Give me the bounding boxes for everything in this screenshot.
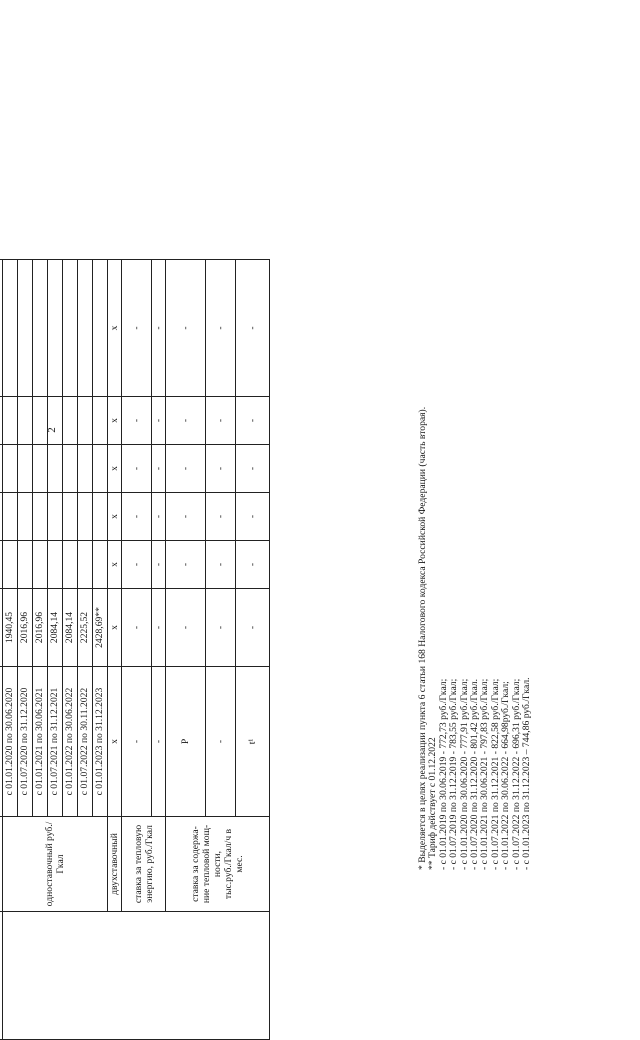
footnote-2: ** Тариф действует с 01.12.2022 [427,737,439,870]
footnote-line: - с 01.07.2019 по 31.12.2019 - 783,55 руб./Гкал; [448,678,460,870]
dash: - [236,396,270,444]
dash: - [152,667,166,817]
water-value: 2016,96 [33,589,48,667]
dash: - [206,259,236,396]
dash: - [122,259,152,396]
energy-rate-label: ставка за тепловую энергию, руб./Гкал [122,817,166,912]
org-name-cell [3,912,270,1040]
footnote-line: - с 01.01.2021 по 30.06.2021 - 797,83 руб./Гкал; [479,678,491,870]
footnote-1: * Выделяется в целях реализации пункта 6 статьи 168 Налогового кодекса Российской Федерации (часть вторая). [417,406,428,870]
period-cell: с 01.01.2023 по 31.12.2023 [93,667,108,817]
footnote-line: - с 01.01.2023 по 31.12.2023 – 744,86 руб./Гкал. [521,677,533,870]
x-mark: х [108,396,122,444]
symbol-t: t¹ [236,667,270,817]
water-value: 2084,14 [48,589,63,667]
page-number: 2 [45,427,58,433]
dash: - [236,589,270,667]
dash: - [122,667,152,817]
water-value: 1940,45 [3,589,18,667]
dash: - [236,259,270,396]
dash: - [206,667,236,817]
dash: - [152,493,166,541]
dash: - [122,589,152,667]
footnote-line: - с 01.01.2019 по 30.06.2019 - 772,73 руб./Гкал; [437,678,449,870]
x-mark: х [108,445,122,493]
period-cell: с 01.07.2021 по 31.12.2021 [48,667,63,817]
water-value: 2428,69** [93,589,108,667]
footnote-line: - с 01.01.2020 по 30.06.2020 - 777,91 руб./Гкал; [458,678,470,870]
dash: - [166,493,206,541]
dash: - [236,541,270,589]
dash: - [152,541,166,589]
x-mark: х [108,493,122,541]
x-mark: х [108,541,122,589]
period-cell: с 01.07.2022 по 30.11.2022 [78,667,93,817]
water-value: 2084,14 [63,589,78,667]
dash: - [206,541,236,589]
dash: - [236,493,270,541]
tariff-table [0,259,270,1040]
dash: - [206,445,236,493]
dash: - [122,493,152,541]
dash: - [166,396,206,444]
dash: - [166,445,206,493]
dash: - [206,493,236,541]
period-cell: с 01.07.2020 по 31.12.2020 [18,667,33,817]
one-part-label: одноставочный руб./Гкал [3,817,108,912]
dash: - [152,259,166,396]
period-cell: с 01.01.2020 по 30.06.2020 [3,667,18,817]
footnote-line: - с 01.07.2021 по 31.12.2021 - 822,58 руб./Гкал; [489,678,501,870]
water-value: 2225,52 [78,589,93,667]
dash: - [152,445,166,493]
symbol-p: P [166,667,206,817]
x-mark: х [108,589,122,667]
dash: - [206,589,236,667]
dash: - [166,259,206,396]
period-cell: с 01.01.2022 по 30.06.2022 [63,667,78,817]
dash: - [236,445,270,493]
dash: - [166,589,206,667]
x-mark: х [108,667,122,817]
two-part-label: двухставочный [108,817,122,912]
footnotes [418,170,532,870]
footnote-line: - с 01.07.2022 по 31.12.2022 - 696,31 руб./Гкал; [510,678,522,870]
x-mark: х [108,259,122,396]
dash: - [152,396,166,444]
dash: - [122,396,152,444]
dash: - [152,589,166,667]
dash: - [166,541,206,589]
footnote-line: - с 01.01.2022 по 30.06.2022 - 664,98руб./Гкал; [500,681,512,870]
capacity-rate-label: ставка за содержа-ние тепловой мощ-ности, тыс.руб./Гкал/ч в мес. [166,817,270,912]
dash: - [206,396,236,444]
water-value: 2016,96 [18,589,33,667]
rotated-table-container [0,260,278,1040]
footnote-line: - с 01.07.2020 по 31.12.2020 - 801,42 руб./Гкал. [469,679,481,870]
dash: - [122,541,152,589]
dash: - [122,445,152,493]
period-cell: с 01.01.2021 по 30.06.2021 [33,667,48,817]
